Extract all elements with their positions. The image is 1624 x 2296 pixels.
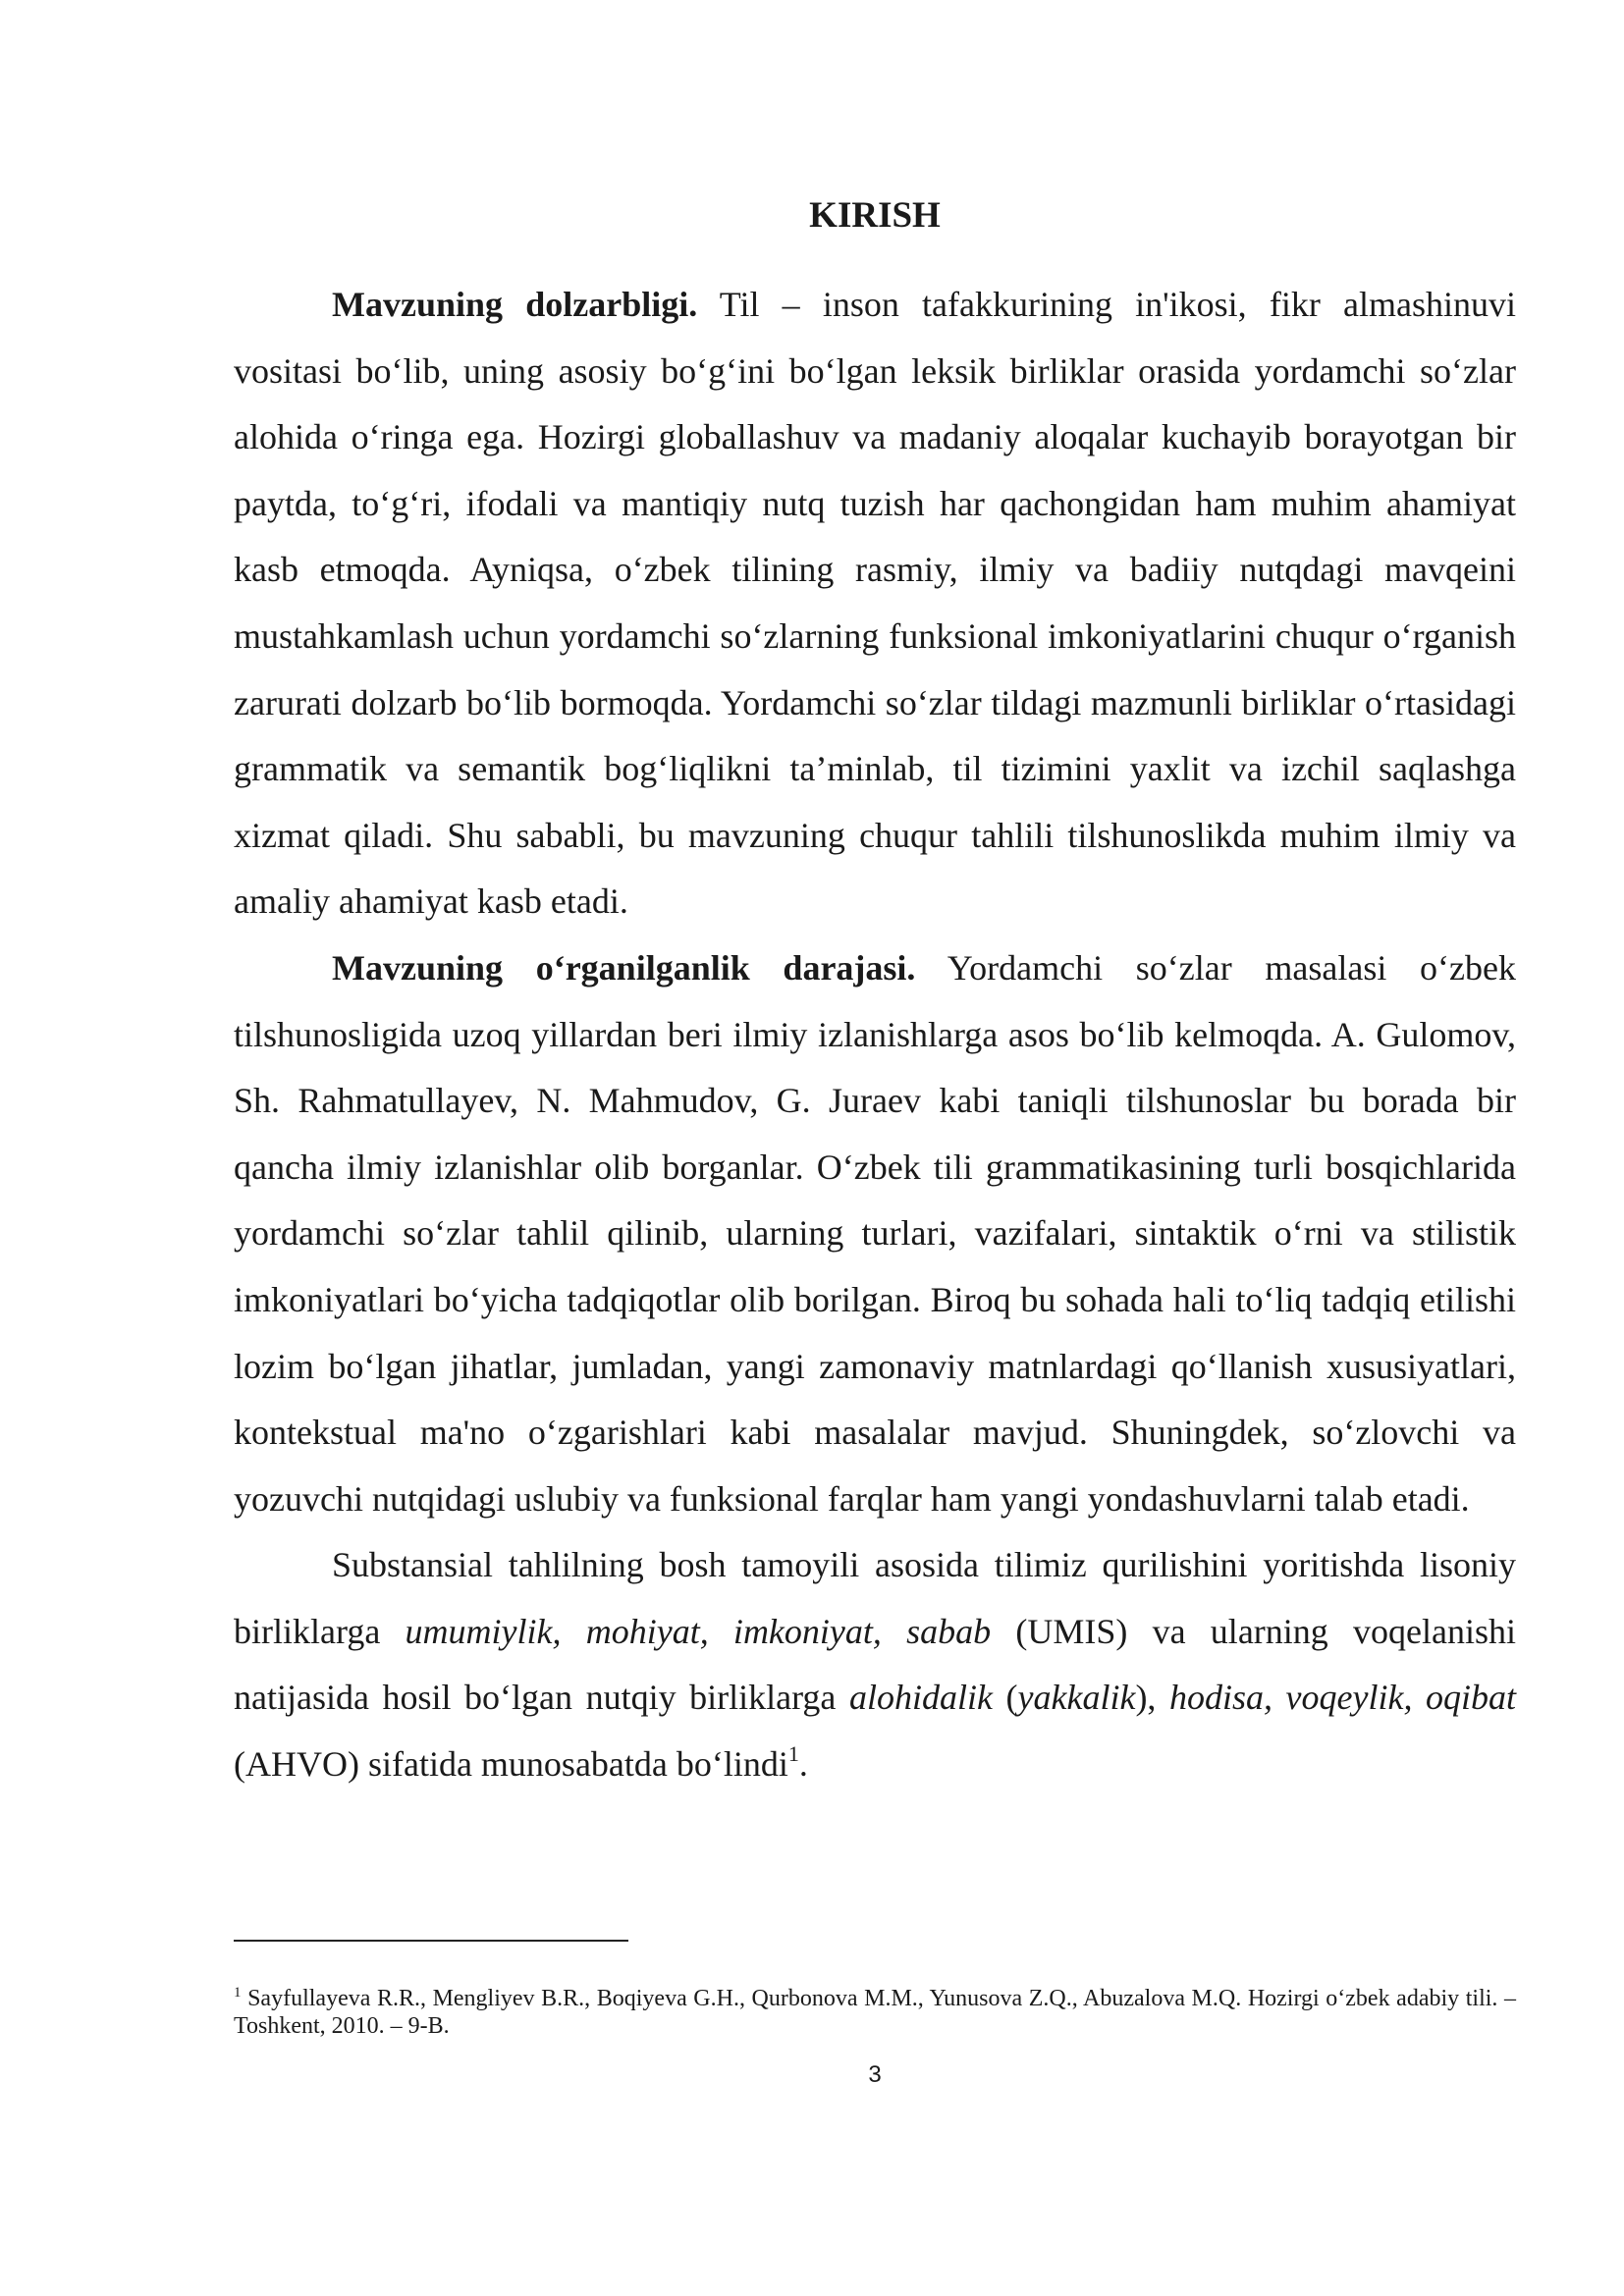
paragraph <box>234 272 1516 935</box>
paragraph-heading: Mavzuning o‘rganilganlik darajasi. <box>332 947 916 988</box>
paragraph-heading: Mavzuning dolzarbligi. <box>332 285 698 324</box>
paragraph-text: ), <box>1135 1678 1169 1718</box>
body-text <box>234 272 1516 1798</box>
paragraph-text: (UMIS) va ularning voqelanishi natijasida hosil bo‘lgan nutqiy birliklarga <box>234 1611 1516 1718</box>
footnote-text: Sayfullayeva R.R., Mengliyev B.R., Boqiyeva G.H., Qurbonova M.M., Yunusova Z.Q., Abuzalova M.Q. Hozirgi o‘zbek adabiy tili. – Toshkent, 2010. – 9-B. <box>234 1986 1516 2039</box>
paragraph-text: Substansial tahlilning bosh tamoyili asosida tilimiz qurilishini yoritishda lisoniy birliklarga <box>234 1545 1516 1651</box>
paragraph-text: (AHVO) sifatida munosabatda bo‘lindi <box>234 1744 788 1785</box>
paragraph-text: Yordamchi so‘zlar masalasi o‘zbek tilshunosligida uzoq yillardan beri ilmiy izlanishlarga asos bo‘lib kelmoqda. A. Gulomov, Sh. Rahmatullayev, N. Mahmudov, G. Juraev kabi taniqli tilshunoslar bu borada bir qancha ilmiy izlanishlar olib borganlar. O‘zbek tili grammatikasining turli bosqichlarida yordamchi so‘zlar tahlil qilinib, ularning turlari, vazifalari, sintaktik o‘rni va stilistik imkoniyatlari bo‘yicha tadqiqotlar olib borilgan. Biroq bu sohada hali to‘liq tadqiq etilishi lozim bo‘lgan jihatlar, jumladan, yangi zamonaviy matnlardagi qo‘llanish xususiyatlari, kontekstual ma'no o‘zgarishlari kabi masalalar mavjud. Shuningdek, so‘zlovchi va yozuvchi nutqidagi uslubiy va funksional farqlar ham yangi yondashuvlarni talab etadi. <box>234 947 1516 1519</box>
italic-term: umumiylik, mohiyat, imkoniyat, sabab <box>405 1611 992 1651</box>
paragraph <box>234 1532 1516 1797</box>
page-number: 3 <box>868 2061 882 2088</box>
paragraph-text: . <box>798 1744 808 1785</box>
italic-term: yakkalik <box>1017 1678 1136 1718</box>
footnote-marker: 1 <box>234 1985 242 2001</box>
footnote-reference: 1 <box>787 1741 799 1767</box>
footnote-separator <box>234 1940 628 1942</box>
section-title: KIRISH <box>809 195 941 236</box>
italic-term: alohidalik <box>848 1678 993 1718</box>
paragraph <box>234 935 1516 1532</box>
italic-term: hodisa, voqeylik, oqibat <box>1168 1678 1517 1718</box>
paragraph-text: Til – inson tafakkurining in'ikosi, fikr almashinuvi vositasi bo‘lib, uning asosiy bo‘g‘ini bo‘lgan leksik birliklar orasida yordamchi so‘zlar alohida o‘ringa ega. Hozirgi globallashuv va madaniy aloqalar kuchayib borayotgan bir paytda, to‘g‘ri, ifodali va mantiqiy nutq tuzish har qachongidan ham muhim ahamiyat kasb etmoqda. Ayniqsa, o‘zbek tilining rasmiy, ilmiy va badiiy nutqdagi mavqeini mustahkamlash uchun yordamchi so‘zlarning funksional imkoniyatlarini chuqur o‘rganish zarurati dolzarb bo‘lib bormoqda. Yordamchi so‘zlar tildagi mazmunli birliklar o‘rtasidagi grammatik va semantik bog‘liqlikni ta’minlab, til tizimini yaxlit va izchil saqlashga xizmat qiladi. Shu sababli, bu mavzuning chuqur tahlili tilshunoslikda muhim ilmiy va amaliy ahamiyat kasb etadi. <box>234 285 1517 922</box>
footnote <box>234 1985 1516 2040</box>
paragraph-text: ( <box>992 1678 1018 1718</box>
